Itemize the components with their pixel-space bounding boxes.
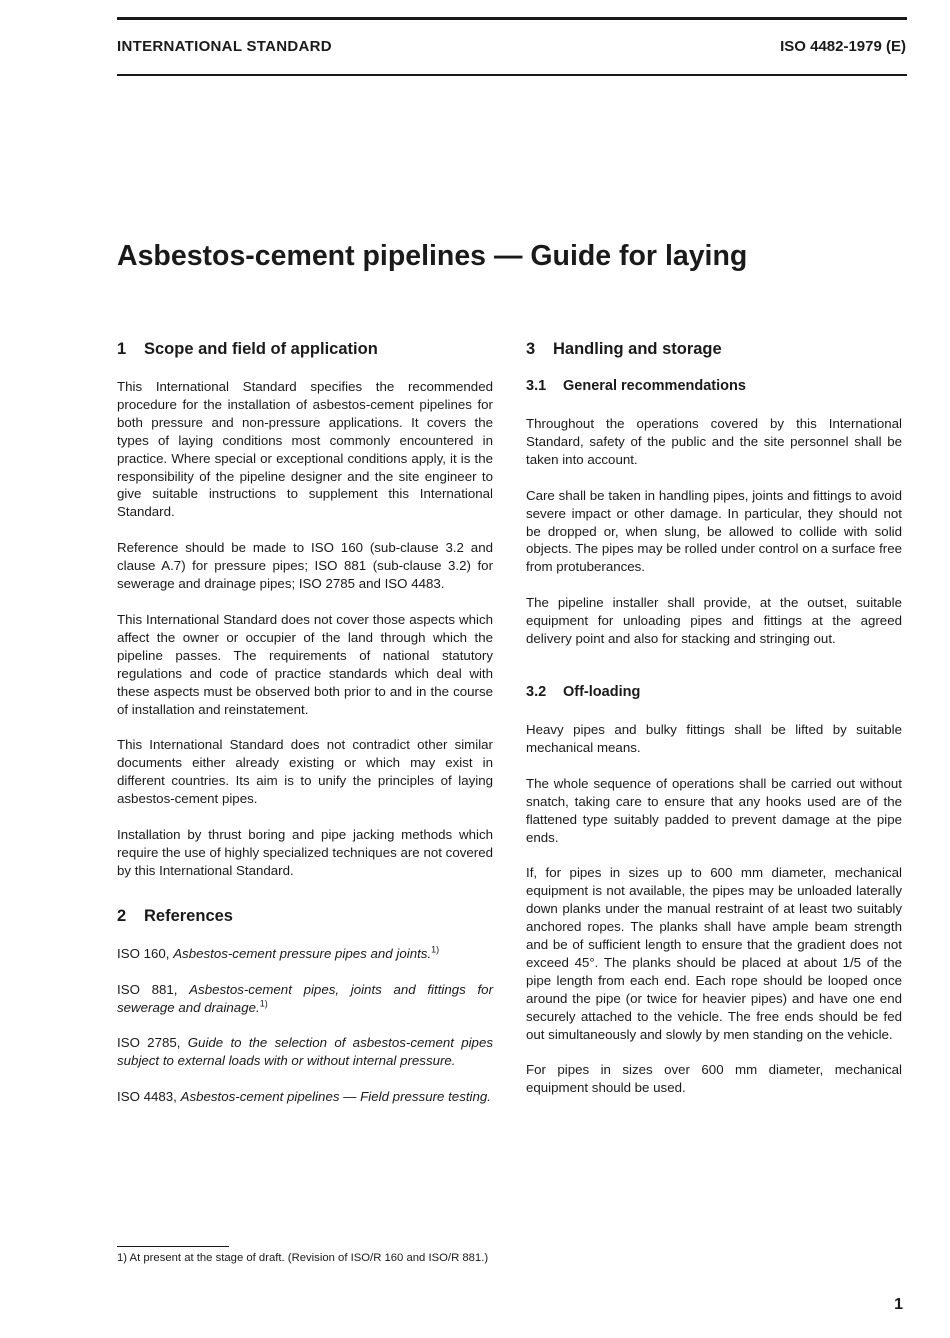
- page-number: 1: [894, 1296, 903, 1313]
- footnote-marker: 1): [259, 998, 268, 1009]
- section-title: Handling and storage: [553, 340, 722, 358]
- paragraph: For pipes in sizes over 600 mm diameter, mechanical equipment should be used.: [526, 1062, 902, 1096]
- section-heading: [117, 907, 493, 926]
- paragraph: Installation by thrust boring and pipe jacking methods which require the use of highly specialized techniques are not covered by this International Standard.: [117, 827, 493, 878]
- paragraph: This International Standard specifies the recommended procedure for the installation of asbestos-cement pipelines for both pressure and non-pressure applications. It covers the types of laying conditions most commonly encountered in practice. Where special or exceptional conditions apply, it is the responsibility of the pipeline designer and the site engineer to give suitable instructions to supplement this International Standard.: [117, 379, 493, 520]
- section-number: 1: [117, 340, 127, 358]
- section-heading: [117, 340, 493, 359]
- section-heading: [526, 340, 902, 359]
- subsection-heading: [526, 684, 902, 700]
- right-column: [526, 340, 902, 1115]
- paragraph: The whole sequence of operations shall be carried out without snatch, taking care to ensure that any hooks used are of the flattened type suitably padded to prevent damage at the pipe ends.: [526, 775, 902, 845]
- subsection-heading: [526, 378, 902, 394]
- paragraph: This International Standard does not contradict other similar documents either already existing or which may exist in different countries. Its aim is to unify the principles of laying asbestos-cement pipes.: [117, 737, 493, 807]
- reference-code: ISO 881,: [117, 981, 190, 997]
- header-top-rule: [117, 17, 907, 20]
- reference-code: ISO 2785,: [117, 1035, 188, 1051]
- reference-item: [117, 945, 493, 963]
- subsection-title: Off-loading: [563, 683, 641, 700]
- section-scope: [117, 340, 493, 880]
- reference-title: Asbestos-cement pipes, joints and fittings for sewerage and drainage.: [117, 981, 493, 1015]
- paragraph: Care shall be taken in handling pipes, joints and fittings to avoid severe impact or other damage. In particular, they should not be dropped or, when slung, be allowed to collide with solid objects. The pipes may be rolled under control on a surface free from protuberances.: [526, 487, 902, 575]
- header-standard-number: ISO 4482-1979 (E): [780, 38, 906, 55]
- reference-item: [117, 1034, 493, 1070]
- footnote-rule: [117, 1246, 229, 1247]
- subsection-number: 3.1: [526, 378, 547, 394]
- reference-item: [117, 981, 493, 1017]
- paragraph: This International Standard does not cover those aspects which affect the owner or occupier of the land through which the pipeline passes. The requirements of national statutory regulations and code of practice standards which deal with these aspects must be observed both prior to and in the course of installation and reinstatement.: [117, 611, 493, 717]
- section-handling-storage: [526, 340, 902, 1097]
- reference-title: Asbestos-cement pipelines — Field pressure testing.: [180, 1089, 491, 1105]
- paragraph: Heavy pipes and bulky fittings shall be lifted by suitable mechanical means.: [526, 721, 902, 755]
- reference-item: [117, 1088, 493, 1106]
- section-number: 3: [526, 340, 536, 358]
- section-title: References: [144, 906, 233, 925]
- left-column: [117, 340, 493, 1124]
- header-standard-type: INTERNATIONAL STANDARD: [117, 38, 332, 55]
- document-title: Asbestos-cement pipelines — Guide for laying: [117, 240, 748, 272]
- reference-code: ISO 4483,: [117, 1089, 181, 1105]
- subsection-number: 3.2: [526, 683, 547, 700]
- reference-title: Guide to the selection of asbestos-cement pipes subject to external loads with or without internal pressure.: [117, 1035, 493, 1069]
- paragraph: The pipeline installer shall provide, at the outset, suitable equipment for unloading pipes and fittings at the agreed delivery point and also for stacking and stringing out.: [526, 595, 902, 647]
- section-title: Scope and field of application: [144, 340, 378, 358]
- paragraph: Reference should be made to ISO 160 (sub-clause 3.2 and clause A.7) for pressure pipes; ISO 881 (sub-clause 3.2) for sewerage and drainage pipes; ISO 2785 and ISO 4483.: [117, 540, 493, 592]
- section-references: [117, 907, 493, 1106]
- footnote-marker: 1): [431, 944, 440, 955]
- subsection-title: General recommendations: [563, 378, 746, 394]
- reference-title: Asbestos-cement pressure pipes and joints.: [173, 945, 432, 961]
- paragraph: Throughout the operations covered by this International Standard, safety of the public and the site personnel shall be taken into account.: [526, 416, 902, 467]
- reference-code: ISO 160,: [117, 945, 174, 961]
- paragraph: If, for pipes in sizes up to 600 mm diameter, mechanical equipment is not available, the pipes may be unloaded laterally down planks under the manual restraint of at least two suitably anchored ropes. The planks shall have ample beam strength and be of sufficient length to ensure that the gradient does not exceed 45°. The planks should be placed at about 1/5 of the pipe length from each end. Each rope should be looped once around the pipe (or twice for heavier pipes) and have one end securely attached to the vehicle. The free ends should be fed out simultaneously and slowly by men standing on the vehicle.: [526, 865, 902, 1042]
- footnote: 1) At present at the stage of draft. (Revision of ISO/R 160 and ISO/R 881.): [117, 1252, 489, 1264]
- section-number: 2: [117, 906, 127, 925]
- header-bottom-rule: [117, 74, 907, 76]
